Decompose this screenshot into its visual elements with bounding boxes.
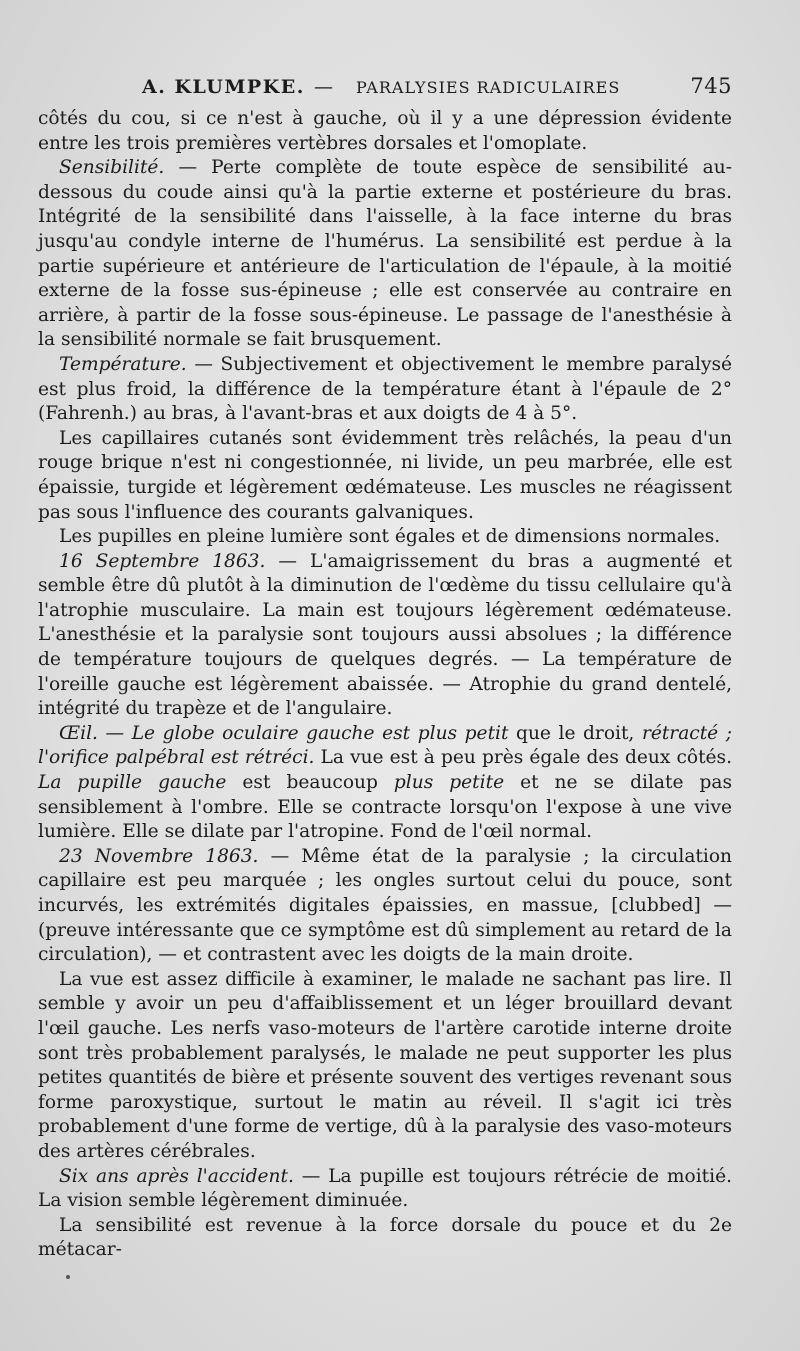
oeil-segment-3: rétracté ; l'orifice palpébral est rétréci. [38, 722, 733, 769]
paragraph-1 [38, 107, 732, 156]
paragraph-lead: 23 Novembre 1863. [59, 845, 259, 867]
print-speck [66, 1275, 70, 1279]
document-page [38, 70, 732, 1263]
oeil-segment-1: Œil. — Le globe oculaire gauche est plus petit [59, 722, 509, 744]
paragraph-text: Les pupilles en pleine lumière sont égales et de dimensions normales. [59, 526, 721, 548]
paragraph-six-ans [38, 1165, 732, 1214]
header-author: A. KLUMPKE. [142, 76, 305, 98]
paragraph-pupilles [38, 525, 732, 550]
paragraph-lead: Sensibilité. [59, 157, 165, 179]
oeil-segment-2: que le droit, [508, 722, 642, 744]
paragraph-text: — Subjectivement et objectivement le membre paralysé est plus froid, la différence de la température étant à l'épaule de 2° (Fahrenh.) au bras, à l'avant-bras et aux doigts de 4 à 5°. [38, 353, 732, 425]
oeil-segment-5: La pupille gauche [38, 772, 227, 794]
paragraph-text: — L'amaigrissement du bras a augmenté et semble être dû plutôt à la diminution de l'œdème du tissu cellulaire qu'à l'atrophie musculaire. La main est toujours légèrement œdémateuse. L'anesthésie et la paralysie sont toujours aussi absolues ; la différence de température toujours de quelques degrés. — La température de l'oreille gauche est légèrement abaissée. — Atrophie du grand dentelé, intégrité du trapèze et de l'angulaire. [38, 550, 732, 720]
paragraph-lead: Six ans après l'accident. [59, 1165, 294, 1187]
paragraph-text: — La pupille est toujours rétrécie de moitié. La vision semble légèrement diminuée. [38, 1165, 733, 1212]
header-title: PARALYSIES RADICULAIRES [356, 78, 621, 97]
oeil-segment-7: plus petite [393, 772, 505, 794]
header-dash: — [314, 76, 334, 98]
paragraph-oeil [38, 722, 732, 845]
paragraph-capillaires [38, 427, 732, 525]
paragraph-text: La vue est assez difficile à examiner, le malade ne sachant pas lire. Il semble y avoir un peu d'affaiblissement et un léger brouillard devant l'œil gauche. Les nerfs vaso-moteurs de l'artère carotide interne droite sont très probablement paralysés, le malade ne peut supporter les plus petites quantités de bière et présente souvent des vertiges revenant sous forme paroxystique, surtout le matin au réveil. Il s'agit ici très probablement d'une forme de vertige, dû à la paralysie des vaso-moteurs des artères cérébrales. [38, 968, 732, 1162]
running-header [38, 70, 732, 102]
paragraph-lead: Température. [59, 353, 187, 375]
paragraph-text: La sensibilité est revenue à la force dorsale du pouce et du 2e métacar- [38, 1214, 732, 1261]
paragraph-sensibilite [38, 156, 732, 353]
oeil-segment-6: est beaucoup [226, 772, 394, 794]
oeil-segment-8: et ne se dilate pas sensiblement à l'ombre. Elle se contracte lorsqu'on l'expose à une vive lumière. Elle se dilate par l'atropine. Fond de l'œil normal. [38, 772, 732, 843]
paragraph-text: Les capillaires cutanés sont évidemment très relâchés, la peau d'un rouge brique n'est ni congestionnée, ni livide, un peu marbrée, elle est épaissie, turgide et légèrement œdémateuse. Les muscles ne réagissent pas sous l'influence des courants galvaniques. [38, 427, 732, 523]
body-text [38, 107, 732, 1263]
paragraph-16-septembre [38, 550, 732, 722]
paragraph-temperature [38, 353, 732, 427]
paragraph-vue [38, 968, 732, 1165]
paragraph-last [38, 1214, 732, 1263]
paragraph-lead: 16 Septembre 1863. [59, 550, 266, 572]
paragraph-text: — Perte complète de toute espèce de sensibilité au-dessous du coude ainsi qu'à la partie externe et postérieure du bras. Intégrité de la sensibilité dans l'aisselle, à la face interne du bras jusqu'au condyle interne de l'humérus. La sensibilité est perdue à la partie supérieure et antérieure de l'articulation de l'épaule, à la moitié externe de la fosse sus-épineuse ; elle est conservée au contraire en arrière, à partir de la fosse sous-épineuse. Le passage de l'anesthésie à la sensibilité normale se fait brusquement. [38, 157, 732, 351]
paragraph-text: — Même état de la paralysie ; la circulation capillaire est peu marquée ; les ongles surtout celui du pouce, sont incurvés, les extrémités digitales épaissies, en massue, [clubbed] — (preuve intéressante que ce symptôme est dû simplement au retard de la circulation), — et contrastent avec les doigts de la main droite. [38, 845, 733, 966]
oeil-segment-4: La vue est à peu près égale des deux côtés. [314, 747, 732, 769]
paragraph-text: côtés du cou, si ce n'est à gauche, où il y a une dépression évidente entre les trois premières vertèbres dorsales et l'omoplate. [38, 108, 732, 154]
paragraph-23-novembre [38, 845, 732, 968]
page-number: 745 [690, 74, 732, 98]
